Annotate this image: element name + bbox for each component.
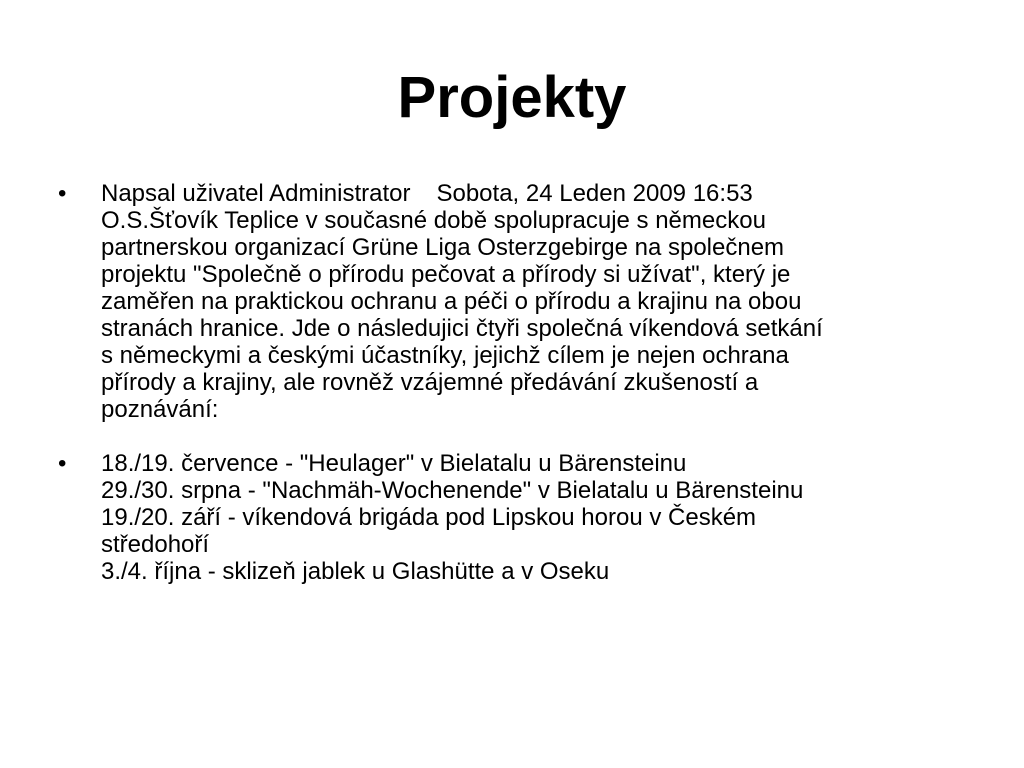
body-line: s německymi a českými účastníky, jejichž cílem je nejen ochrana	[101, 342, 789, 369]
author-text: Napsal uživatel Administrator	[101, 180, 411, 207]
body-line: O.S.Šťovík Teplice v současné době spolupracuje s německou	[101, 207, 766, 234]
date-text: Sobota, 24 Leden 2009 16:53	[436, 180, 753, 207]
body-line: poznávání:	[101, 396, 219, 423]
event-line: 3./4. října - sklizeň jablek u Glashütte a v Oseku	[101, 558, 610, 585]
body-line: partnerskou organizací Grüne Liga Osterzgebirge na společnem	[101, 234, 785, 261]
body-line: projektu "Společně o přírodu pečovat a přírody si užívat", který je	[101, 261, 791, 288]
body-line: zaměřen na praktickou ochranu a péči o přírodu a krajinu na obou	[101, 288, 802, 315]
bullet-icon: •	[58, 180, 67, 207]
bullet-item-events	[58, 450, 968, 585]
event-line: 18./19. července - "Heulager" v Bielatalu u Bärensteinu	[101, 450, 687, 477]
event-line: středohoří	[101, 531, 210, 558]
event-line: 19./20. září - víkendová brigáda pod Lipskou horou v Českém	[101, 504, 757, 531]
body-line: stranách hranice. Jde o následujici čtyři společná víkendová setkání	[101, 315, 823, 342]
byline	[101, 180, 968, 207]
body-line: přírody a krajiny, ale rovněž vzájemné předávání zkušeností a	[101, 369, 759, 396]
bullet-list	[58, 180, 968, 612]
bullet-icon: •	[58, 450, 67, 477]
bullet-item-article	[58, 180, 968, 423]
slide-title: Projekty	[397, 65, 627, 130]
event-line: 29./30. srpna - "Nachmäh-Wochenende" v Bielatalu u Bärensteinu	[101, 477, 804, 504]
